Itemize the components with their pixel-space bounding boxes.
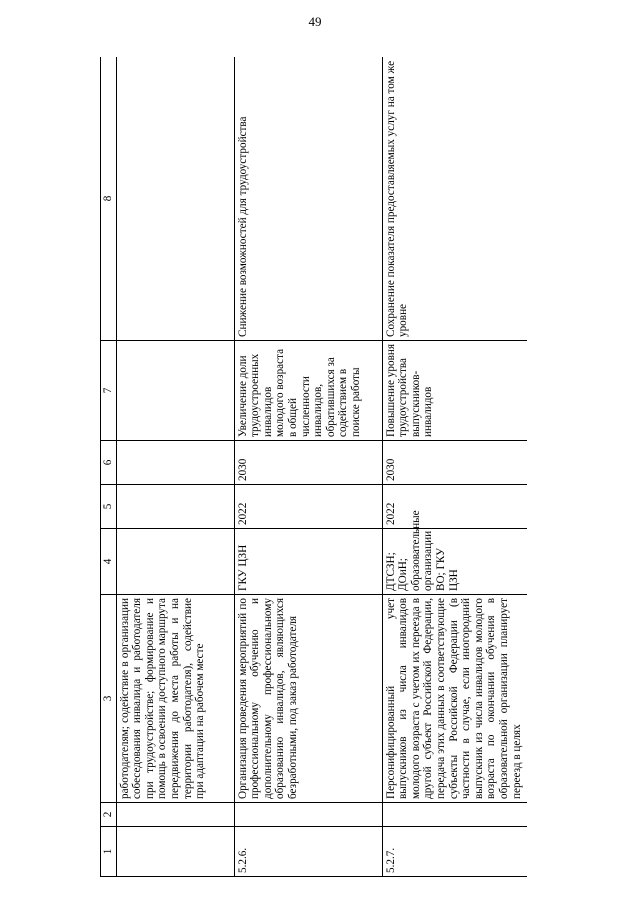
table-cell: Организация проведения мероприятий по профессиональному обучению и дополнительному профессиональному образованию инвалидов, являющихся безработными, под заказ работодателя (234, 595, 382, 803)
header-cell: 4 (101, 529, 117, 595)
table-cell: работодателям; содействие в организации собеседования инвалида и работодателя при трудоустройстве; формирование и помощь в освоении доступного маршрута передвижения до места работы и на территории работодателя), содействие при адаптации на рабочем месте (116, 595, 234, 803)
header-cell: 8 (101, 57, 117, 341)
table-cell (234, 803, 382, 827)
header-cell: 1 (101, 827, 117, 877)
table-row (116, 57, 234, 877)
table-cell: 2030 (234, 441, 382, 485)
table-cell: 2022 (234, 485, 382, 529)
table-cell (116, 803, 234, 827)
table-cell: Увеличение доли трудоустроенных инвалидов молодого возраста в общей численности инвалидов, обратившихся за содействием в поиске работы (234, 341, 382, 441)
table-cell (116, 341, 234, 441)
table-cell: Снижение возможностей для трудоустройства (234, 57, 382, 341)
table-cell (116, 57, 234, 341)
table-cell (116, 827, 234, 877)
table-row (234, 57, 382, 877)
header-cell: 5 (101, 485, 117, 529)
table-cell: 5.2.6. (234, 827, 382, 877)
table-cell: Повышение уровня трудоустройства выпускников-инвалидов (382, 341, 527, 441)
table-cell: ДТСЗН; ДОиН; образовательные организации ВО; ГКУ ЦЗН (382, 529, 527, 595)
table-cell: ГКУ ЦЗН (234, 529, 382, 595)
table-cell: 5.2.7. (382, 827, 527, 877)
table-cell (382, 803, 527, 827)
table-cell: 2022 (382, 485, 527, 529)
table-cell: 2030 (382, 441, 527, 485)
table-cell: Сохранение показателя предоставляемых услуг на том же уровне (382, 57, 527, 341)
header-cell: 3 (101, 595, 117, 803)
table-row (382, 57, 527, 877)
header-cell: 7 (101, 341, 117, 441)
header-cell: 6 (101, 441, 117, 485)
measures-table (100, 57, 527, 877)
table-cell (116, 529, 234, 595)
header-cell: 2 (101, 803, 117, 827)
header-row (101, 57, 117, 877)
table-cell: Персонифицированный учет выпускников из числа инвалидов молодого возраста с учетом их переезда в другой субъект Российской Федерации, передача этих данных в соответствующие субъекты Российской Федерации (в частности в случае, если иногородний выпускник из числа инвалидов молодого возраста по окончании обучения в образовательной организации планирует переезд в целях (382, 595, 527, 803)
page-number: 49 (308, 14, 322, 29)
table-cell (116, 441, 234, 485)
table-cell (116, 485, 234, 529)
rotated-table-container (100, 57, 527, 877)
table-viewport (100, 57, 527, 877)
